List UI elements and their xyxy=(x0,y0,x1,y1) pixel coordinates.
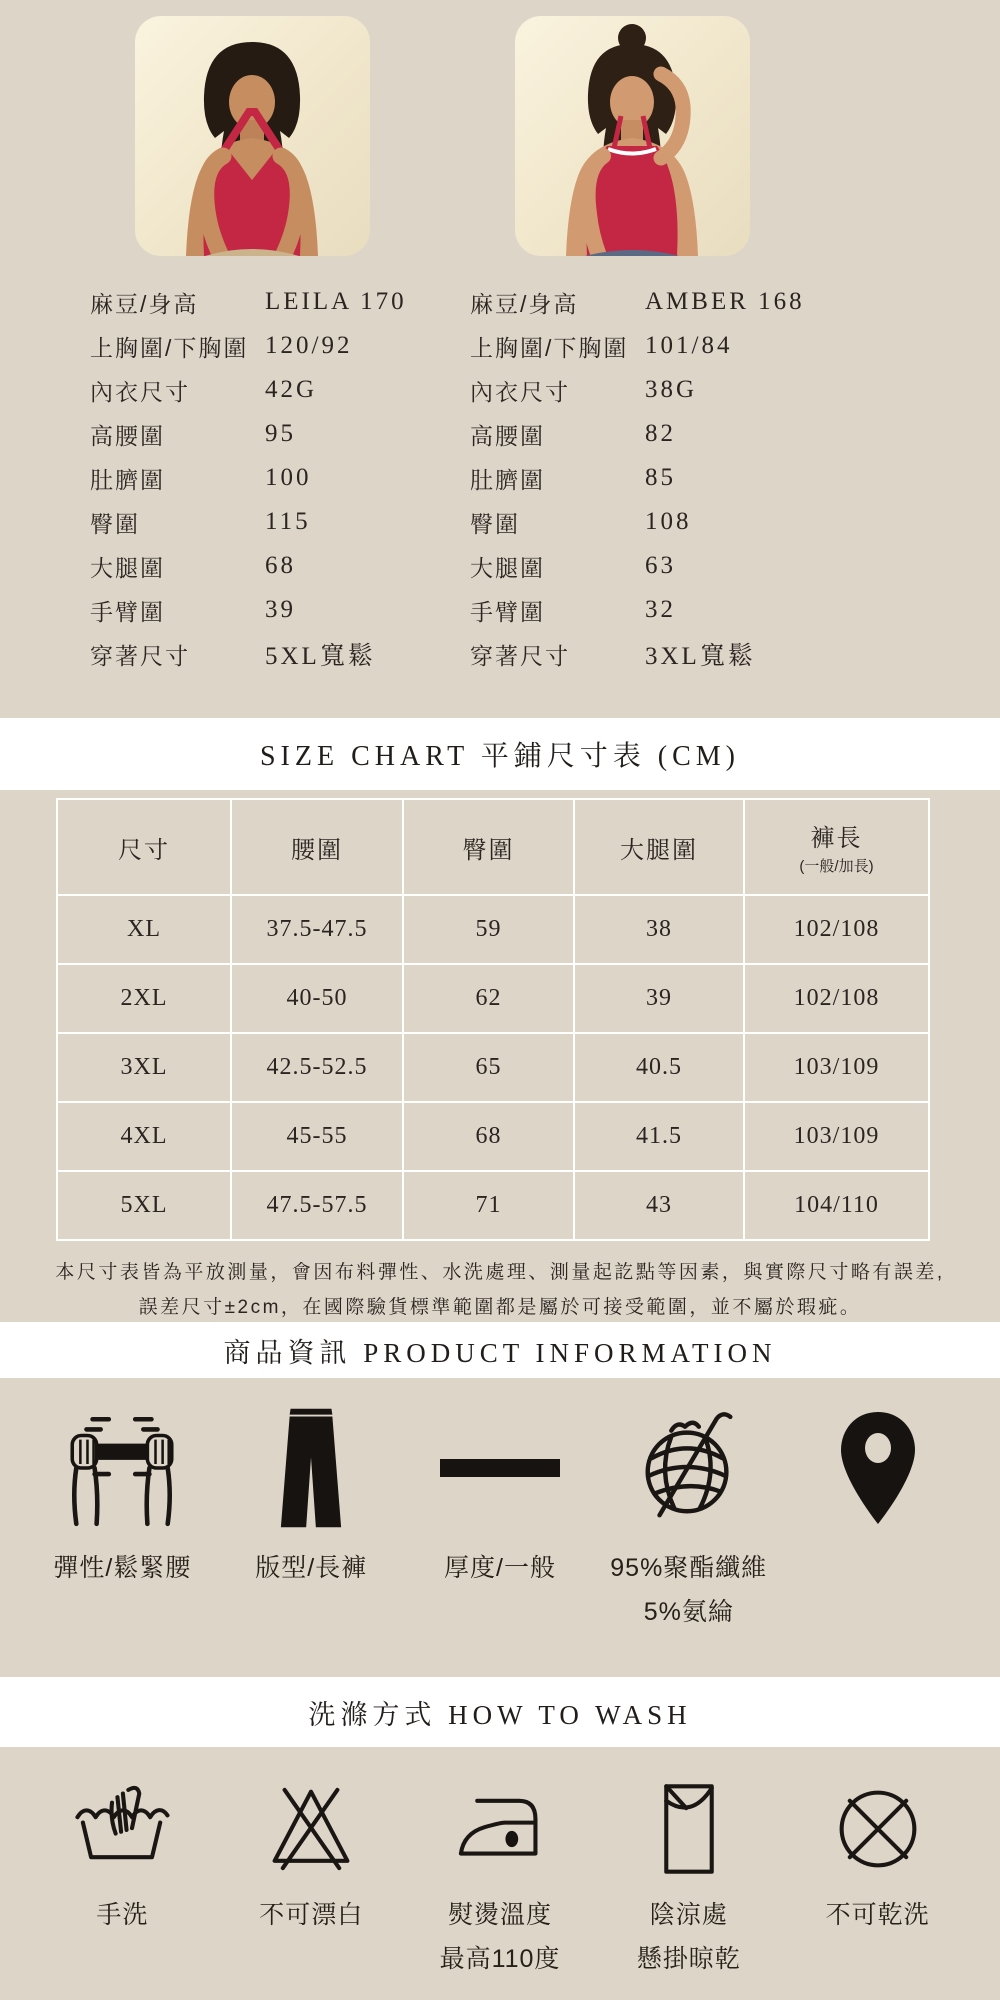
spec-label: 大腿圍 xyxy=(470,554,545,581)
size-cell: 68 xyxy=(403,1102,574,1171)
size-cell: 38 xyxy=(574,895,744,964)
col-header-waist: 腰圍 xyxy=(231,799,403,895)
spec-row xyxy=(90,544,470,588)
spec-label: 高腰圍 xyxy=(90,422,165,449)
size-cell: 42.5-52.5 xyxy=(231,1033,403,1102)
size-row-3xl xyxy=(57,1033,929,1102)
size-cell: 45-55 xyxy=(231,1102,403,1171)
size-cell: 41.5 xyxy=(574,1102,744,1171)
size-cell: 5XL xyxy=(57,1171,231,1240)
spec-value: 100 xyxy=(265,464,312,491)
wash-label: 手洗 xyxy=(96,1901,149,1929)
spec-label: 手臂圍 xyxy=(90,598,165,625)
stretch-waist-icon xyxy=(28,1402,217,1534)
spec-value: 5XL寬鬆 xyxy=(265,643,376,670)
spec-label: 手臂圍 xyxy=(470,598,545,625)
feature-label: 彈性/鬆緊腰 xyxy=(53,1554,192,1582)
wash-no-dry-clean xyxy=(783,1777,972,2000)
spec-row xyxy=(470,632,850,676)
size-chart-band xyxy=(0,718,1000,790)
size-table-header-row xyxy=(57,799,929,895)
spec-row xyxy=(90,632,470,676)
feature-label: 厚度/一般 xyxy=(444,1554,556,1582)
wash-hand-wash xyxy=(28,1777,217,2000)
spec-label: 大腿圍 xyxy=(90,554,165,581)
spec-label: 高腰圍 xyxy=(470,422,545,449)
spec-label: 穿著尺寸 xyxy=(90,642,190,669)
wash-label: 陰涼處 xyxy=(649,1901,728,1929)
location-pin-icon xyxy=(783,1402,972,1534)
feature-elastic xyxy=(28,1402,217,1677)
feature-fit xyxy=(217,1402,406,1677)
size-cell: 102/108 xyxy=(744,895,929,964)
spec-label: 臀圍 xyxy=(470,510,520,537)
spec-row xyxy=(470,412,850,456)
spec-table-amber xyxy=(470,280,850,676)
wash-title: 洗滌方式 HOW TO WASH xyxy=(308,1699,692,1730)
spec-label: 肚臍圍 xyxy=(470,466,545,493)
spec-value: 120/92 xyxy=(265,332,353,359)
spec-label: 麻豆/身高 xyxy=(470,290,579,317)
wash-iron xyxy=(406,1777,595,2000)
note-line-2: 誤差尺寸±2cm，在國際驗貨標準範圍都是屬於可接受範圍，並不屬於瑕疵。 xyxy=(138,1297,862,1319)
spec-label: 肚臍圍 xyxy=(90,466,165,493)
iron-low-icon xyxy=(406,1777,595,1881)
size-cell: 104/110 xyxy=(744,1171,929,1240)
size-table xyxy=(56,798,930,1241)
spec-row xyxy=(90,280,470,324)
spec-row xyxy=(90,412,470,456)
model-photo-amber xyxy=(515,16,750,256)
size-cell: 40.5 xyxy=(574,1033,744,1102)
spec-value: 42G xyxy=(265,376,318,403)
spec-label: 麻豆/身高 xyxy=(90,290,199,317)
size-cell: 2XL xyxy=(57,964,231,1033)
size-cell: XL xyxy=(57,895,231,964)
size-cell: 47.5-57.5 xyxy=(231,1171,403,1240)
spec-row xyxy=(470,500,850,544)
size-cell: 43 xyxy=(574,1171,744,1240)
hand-wash-icon xyxy=(28,1777,217,1881)
size-row-4xl xyxy=(57,1102,929,1171)
size-chart-title: SIZE CHART 平鋪尺寸表 (CM) xyxy=(259,741,741,772)
spec-row xyxy=(90,500,470,544)
size-cell: 71 xyxy=(403,1171,574,1240)
size-cell: 59 xyxy=(403,895,574,964)
spec-row xyxy=(470,324,850,368)
size-chart-note xyxy=(0,1255,1000,1325)
size-cell: 40-50 xyxy=(231,964,403,1033)
feature-label: 版型/長褲 xyxy=(255,1554,368,1582)
note-line-1: 本尺寸表皆為平放測量，會因布料彈性、水洗處理、測量起訖點等因素，與實際尺寸略有誤差, xyxy=(55,1262,945,1283)
spec-value: 115 xyxy=(265,508,311,535)
model-column-amber xyxy=(470,16,850,718)
spec-row xyxy=(90,588,470,632)
feature-material xyxy=(594,1402,783,1677)
feature-thickness xyxy=(406,1402,595,1677)
size-cell: 37.5-47.5 xyxy=(231,895,403,964)
spec-row xyxy=(470,588,850,632)
spec-row xyxy=(90,324,470,368)
col-header-hip: 臀圍 xyxy=(403,799,574,895)
spec-row xyxy=(470,544,850,588)
model-amber-illustration xyxy=(515,16,750,256)
wash-label-2: 最高110度 xyxy=(439,1945,561,1973)
spec-value: 32 xyxy=(645,596,676,623)
spec-value: AMBER 168 xyxy=(645,288,805,315)
spec-value: 101/84 xyxy=(645,332,733,359)
wash-label: 不可漂白 xyxy=(259,1901,364,1929)
wash-band xyxy=(0,1677,1000,1747)
wash-no-bleach xyxy=(217,1777,406,2000)
product-info-title: 商品資訊 PRODUCT INFORMATION xyxy=(223,1337,777,1368)
model-measurements-section xyxy=(0,0,1000,718)
size-cell: 39 xyxy=(574,964,744,1033)
spec-label: 上胸圍/下胸圍 xyxy=(90,334,249,361)
size-row-2xl xyxy=(57,964,929,1033)
spec-value: 63 xyxy=(645,552,676,579)
model-photo-leila xyxy=(135,16,370,256)
spec-value: 68 xyxy=(265,552,296,579)
model-column-leila xyxy=(90,16,470,718)
size-row-5xl xyxy=(57,1171,929,1240)
spec-label: 上胸圍/下胸圍 xyxy=(470,334,629,361)
spec-value: 82 xyxy=(645,420,676,447)
size-cell: 103/109 xyxy=(744,1102,929,1171)
spec-value: 108 xyxy=(645,508,692,535)
col-header-thigh: 大腿圍 xyxy=(574,799,744,895)
col-header-length-sub: (一般/加長) xyxy=(799,858,874,875)
size-cell: 102/108 xyxy=(744,964,929,1033)
shade-dry-icon xyxy=(594,1777,783,1881)
model-leila-illustration xyxy=(135,16,370,256)
spec-value: 3XL寬鬆 xyxy=(645,643,756,670)
spec-row xyxy=(470,456,850,500)
spec-value: 85 xyxy=(645,464,676,491)
size-row-xl xyxy=(57,895,929,964)
spec-value: 38G xyxy=(645,376,698,403)
col-header-size: 尺寸 xyxy=(57,799,231,895)
spec-label: 穿著尺寸 xyxy=(470,642,570,669)
spec-row xyxy=(90,368,470,412)
wash-section xyxy=(0,1747,1000,2000)
col-header-length-main: 褲長 xyxy=(810,825,863,852)
wash-label: 熨燙溫度 xyxy=(447,1901,552,1929)
col-header-length xyxy=(744,799,929,895)
spec-row xyxy=(90,456,470,500)
spec-label: 內衣尺寸 xyxy=(470,378,570,405)
spec-value: 95 xyxy=(265,420,296,447)
product-features-section xyxy=(0,1378,1000,1677)
thickness-icon xyxy=(406,1402,595,1534)
wash-label: 不可乾洗 xyxy=(825,1901,930,1929)
size-cell: 62 xyxy=(403,964,574,1033)
no-bleach-icon xyxy=(217,1777,406,1881)
spec-label: 內衣尺寸 xyxy=(90,378,190,405)
spec-value: LEILA 170 xyxy=(265,288,407,315)
spec-label: 臀圍 xyxy=(90,510,140,537)
wash-shade-dry xyxy=(594,1777,783,2000)
wide-pants-icon xyxy=(217,1402,406,1534)
no-dry-clean-icon xyxy=(783,1777,972,1881)
yarn-icon xyxy=(594,1402,783,1534)
product-info-band xyxy=(0,1322,1000,1378)
spec-table-leila xyxy=(90,280,470,676)
wash-label-2: 懸掛晾乾 xyxy=(636,1945,741,1973)
spec-row xyxy=(470,368,850,412)
size-chart-section xyxy=(0,790,1000,1322)
feature-label: 95%聚酯纖維 xyxy=(610,1554,768,1582)
spec-row xyxy=(470,280,850,324)
size-cell: 103/109 xyxy=(744,1033,929,1102)
feature-origin xyxy=(783,1402,972,1677)
spec-value: 39 xyxy=(265,596,296,623)
size-cell: 3XL xyxy=(57,1033,231,1102)
size-cell: 4XL xyxy=(57,1102,231,1171)
feature-label-2: 5%氨綸 xyxy=(643,1598,734,1626)
size-cell: 65 xyxy=(403,1033,574,1102)
